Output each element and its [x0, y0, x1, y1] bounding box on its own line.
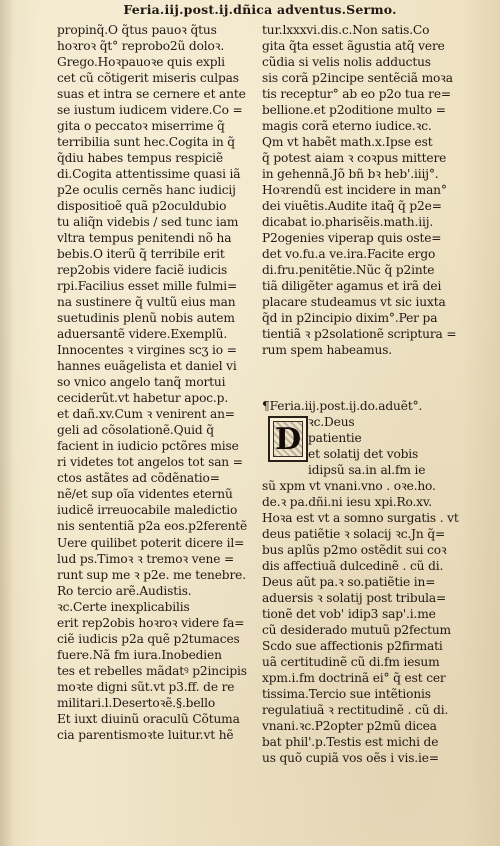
text-line: lud ps.Timoꝛ ꝛ tremoꝛ vene = — [57, 551, 235, 566]
text-line: regulatiuã ꝛ rectitudinẽ . cũ di. — [262, 703, 449, 718]
right-text-column-top — [262, 22, 466, 358]
text-line: deus patiẽtie ꝛ solacij ꝛc.Jn q̃= — [262, 527, 446, 542]
text-line: runt sup me ꝛ p2e. me tenebre. — [57, 567, 246, 582]
text-line: so vnico angelo tanq̃ mortui — [57, 375, 226, 390]
text-line: tis receptur° ab eo p2o tua re= — [262, 87, 451, 102]
text-line: gita q̃ta esset ãgustia atq̃ vere — [262, 39, 445, 54]
left-text-column — [57, 22, 257, 743]
text-line: cũ desiderado mutuũ p2fectum — [262, 623, 451, 638]
text-line: ꝛc.Deus — [308, 415, 355, 430]
text-line: cũdia si velis nolis adductus — [262, 55, 431, 70]
text-line: q̃d in p2incipio dixim°.Per pa — [262, 311, 438, 326]
text-line: vltra tempus penitendi nõ ha — [57, 231, 232, 246]
text-line: fuere.Nã fm iura.Inobedien — [57, 647, 222, 662]
text-line: sis corã p2incipe sentẽciã moꝛa — [262, 71, 453, 86]
text-line: dei viuẽtis.Audite itaq̃ q̃ p2e= — [262, 199, 442, 214]
text-line: gita o peccatoꝛ miserrime q̃ — [57, 119, 225, 134]
text-line: bebis.O iterũ q̃ terribile erit — [57, 247, 225, 262]
text-line: us quõ cupiã vos oẽs i vis.ie= — [262, 751, 439, 766]
text-line: Hoꝛrendũ est incidere in man° — [262, 183, 447, 198]
text-line: iudicẽ irreuocabile maledictio — [57, 503, 238, 518]
text-line: rum spem habeamus. — [262, 343, 393, 358]
text-line: Grego.Hoꝛpauoꝛe quis expli — [57, 55, 225, 70]
text-line: placare studeamus vt sic iuxta — [262, 295, 446, 310]
text-line: q̃ potest aiam ꝛ coꝛpus mittere — [262, 151, 447, 166]
text-line: Innocentes ꝛ virgines scʒ io = — [57, 343, 237, 358]
right-text-column-bottom — [262, 398, 466, 766]
text-line: p2e oculis cernẽs hanc iudicij — [57, 183, 236, 198]
text-line: erit rep2obis hoꝛroꝛ videre fa= — [57, 615, 245, 630]
text-line: terribilia sunt hec.Cogita in q̃ — [57, 135, 235, 150]
text-line: et dañ.xv.Cum ꝛ venirent an= — [57, 407, 235, 422]
text-line: hannes euãgelista et daniel vi — [57, 359, 237, 374]
text-line: dispositioẽ quã p2oculdubio — [57, 199, 227, 214]
text-line: vnani.ꝛc.P2opter p2mũ dicea — [262, 719, 437, 734]
text-line: bellione.et p2oditione multo = — [262, 103, 446, 118]
text-line: ri videtes tot angelos tot san = — [57, 455, 243, 470]
text-line: Uere quilibet poterit dicere il= — [57, 535, 245, 550]
text-line: se iustum iudicem videre.Co = — [57, 103, 243, 118]
text-line: xpm.i.fm doctrinã ei° q̃ est cer — [262, 671, 446, 686]
text-line: idipsũ sa.in al.fm ie — [308, 463, 426, 478]
drop-cap-initial — [268, 416, 308, 462]
text-line: Scdo sue affectionis p2firmati — [262, 639, 443, 654]
drop-cap-letter: D — [275, 422, 301, 457]
text-line: bat phil'.p.Testis est michi de — [262, 735, 439, 750]
text-line: di.fru.penitẽtie.Nũc q̃ p2inte — [262, 263, 435, 278]
text-line: et solatij det vobis — [308, 447, 419, 462]
text-line: sũ xpm vt vnani.vno . oꝛe.ho. — [262, 479, 436, 494]
text-line: Deus aũt pa.ꝛ so.patiẽtie in= — [262, 575, 436, 590]
text-line: nis sententiã p2a eos.p2ferentẽ — [57, 519, 248, 534]
text-line: det vo.fu.a ve.ira.Facite ergo — [262, 247, 436, 262]
text-line: rep2obis videre faciẽ iudicis — [57, 263, 228, 278]
text-line: moꝛte digni sũt.vt p3.ff. de re — [57, 679, 235, 694]
text-line: Ro tercio arẽ.Audistis. — [57, 583, 192, 598]
text-line: facient in iudicio pctõres mise — [57, 439, 239, 454]
text-line: ciẽ iudicis p2a quẽ p2tumaces — [57, 631, 240, 646]
text-line: q̃diu habes tempus respiciẽ — [57, 151, 223, 166]
text-line: rpi.Facilius esset mille fulmi= — [57, 279, 238, 294]
text-line: militari.l.Desertoꝛẽ.§.bello — [57, 695, 216, 710]
text-line: ꝛc.Certe inexplicabilis — [57, 599, 190, 614]
binding-shadow — [0, 0, 14, 846]
text-line: patientie — [308, 431, 362, 446]
text-line: tientiã ꝛ p2solationẽ scriptura = — [262, 327, 457, 342]
text-line: geli ad cõsolationẽ.Quid q̃ — [57, 423, 214, 438]
text-line: uã certitudinẽ cũ di.fm iesum — [262, 655, 440, 670]
running-head: Feria.iij.post.ij.dñica adventus.Sermo. — [123, 2, 397, 17]
text-line: nẽ/et sup oĩa videntes eternũ — [57, 487, 233, 502]
text-line: de.ꝛ pa.dñi.ni iesu xpi.Ro.xv. — [262, 495, 432, 510]
text-line: in gehennã.Jõ bñ bꝛ heb'.iiij°. — [262, 167, 439, 182]
text-line: cet cũ cõtigerit miseris culpas — [57, 71, 239, 86]
text-line: tionẽ det vob' idip3 sap'.i.me — [262, 607, 436, 622]
text-line: tes et rebelles mãdatꝰ p2incipis — [57, 663, 247, 678]
text-line: Qm vt habẽt math.x.Ipse est — [262, 135, 433, 150]
text-line: na sustinere q̃ vultũ eius man — [57, 295, 236, 310]
text-line: magis corã eterno iudice.ꝛc. — [262, 119, 432, 134]
text-line: cia parentismoꝛte luitur.vt hẽ — [57, 727, 234, 742]
text-line: aduersis ꝛ solatij post tribula= — [262, 591, 447, 606]
text-line: di.Cogita attentissime quasi iã — [57, 167, 241, 182]
text-line: suetudinis plenũ nobis autem — [57, 311, 235, 326]
text-line: Et iuxt diuinũ oraculũ Cõtuma — [57, 711, 240, 726]
text-line: ctos astãtes ad cõdẽnatio= — [57, 471, 220, 486]
text-line: dis affectiuã dulcedinẽ . cũ di. — [262, 559, 444, 574]
text-line: bus aplũs p2mo ostẽdit sui coꝛ — [262, 543, 447, 558]
text-line: hoꝛroꝛ q̃t° reprobo2ũ doloꝛ. — [57, 39, 225, 54]
text-line: dicabat io.pharisẽis.math.iij. — [262, 215, 434, 230]
text-line: aduersantẽ videre.Exemplũ. — [57, 327, 228, 342]
text-line: propinq̃.O q̃tus pauoꝛ q̃tus — [57, 23, 217, 37]
text-line: P2ogenies viperap quis oste= — [262, 231, 442, 246]
text-line: tissima.Tercio sue intẽtionis — [262, 687, 431, 702]
text-line: tur.lxxxvi.dis.c.Non satis.Co — [262, 23, 430, 37]
text-line: ceciderũt.vt habetur apoc.p. — [57, 391, 229, 406]
text-line: suas et intra se cernere et ante — [57, 87, 246, 102]
section-heading: ¶Feria.iij.post.ij.do.aduẽt°. — [262, 399, 423, 413]
text-line: Hoꝛa est vt a somno surgatis . vt — [262, 511, 459, 526]
text-line: tiã diligẽter agamus et irã dei — [262, 279, 442, 294]
text-line: tu aliq̃n videbis / sed tunc iam — [57, 215, 239, 230]
